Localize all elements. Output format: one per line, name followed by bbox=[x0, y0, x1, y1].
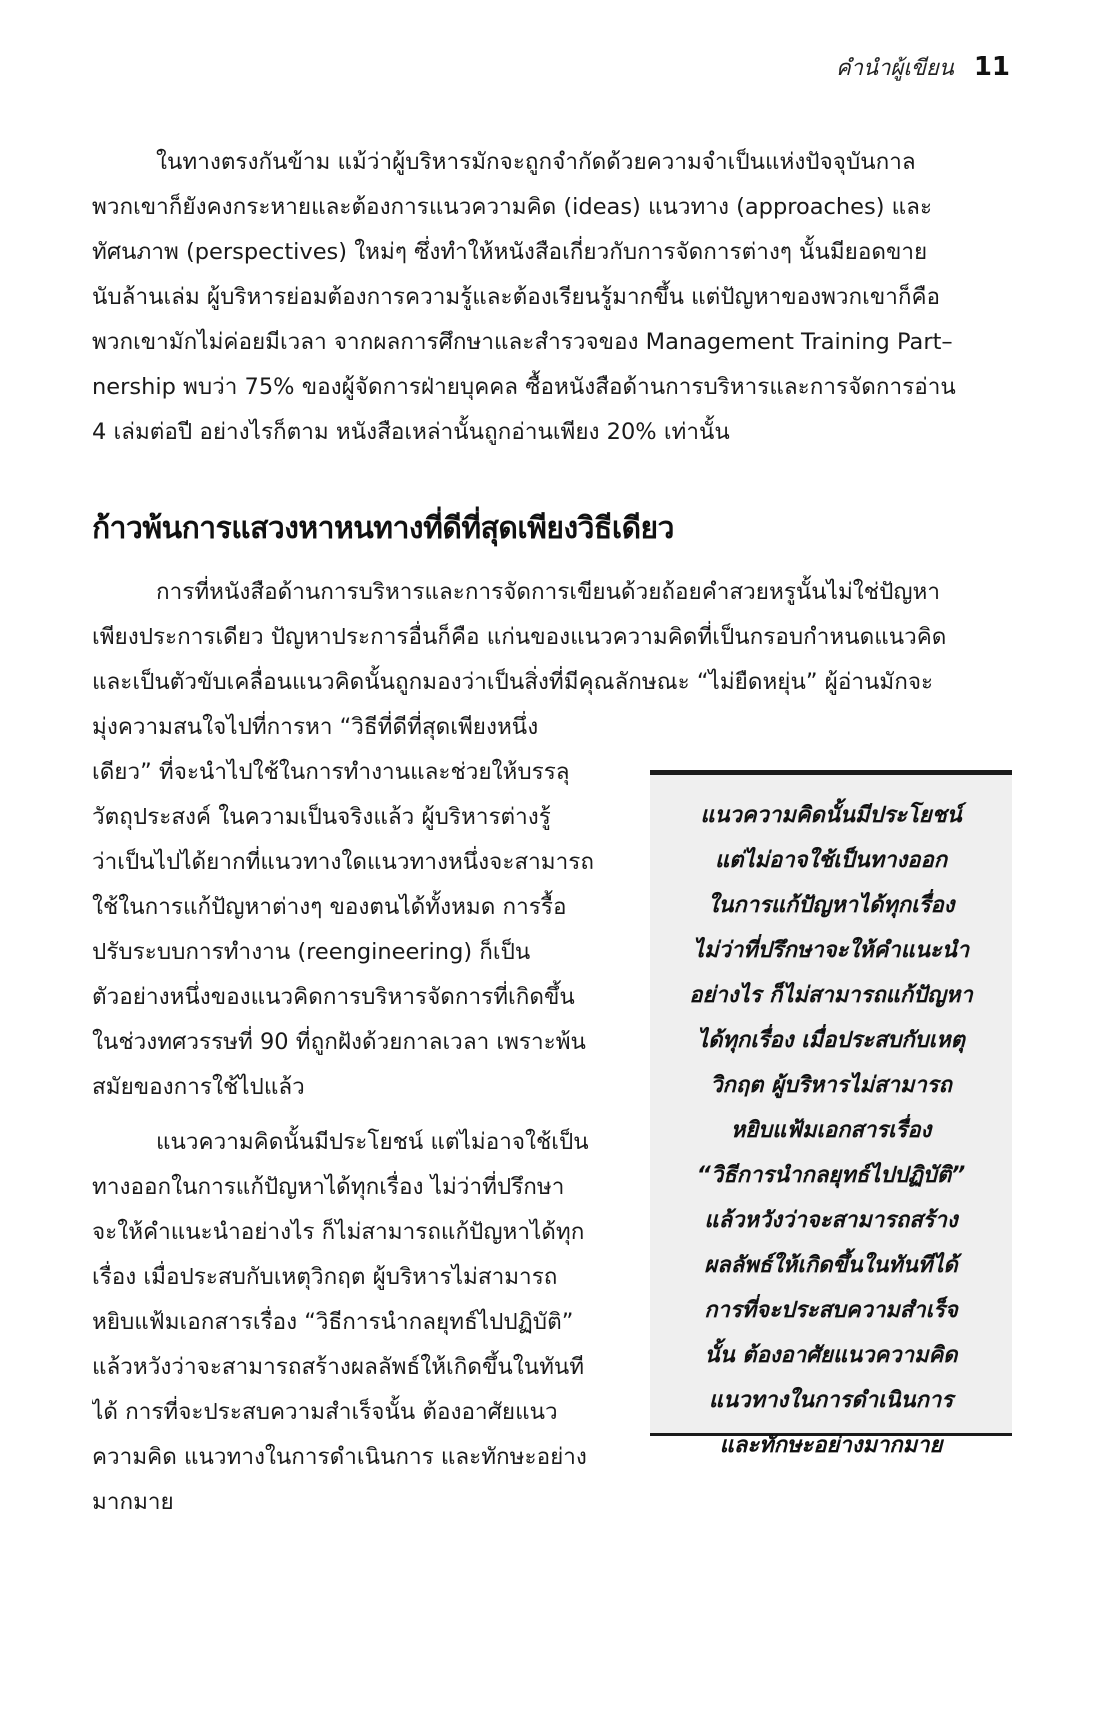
pull-quote-line: วิกฤต ผู้บริหารไม่สามารถ bbox=[710, 1073, 952, 1098]
pull-quote-box bbox=[650, 770, 1012, 1458]
section-paragraph-column bbox=[92, 705, 612, 1110]
pull-quote-line: แนวทางในการดำเนินการ bbox=[708, 1388, 954, 1413]
pull-quote-line: ไม่ว่าที่ปรึกษาจะให้คำแนะนำ bbox=[692, 938, 970, 963]
page-number: 11 bbox=[973, 52, 1010, 82]
intro-paragraph bbox=[92, 140, 1010, 455]
paragraph-line: ในช่วงทศวรรษที่ 90 ที่ถูกฝังด้วยกาลเวลา เพราะพ้น bbox=[92, 1029, 586, 1055]
paragraph-line: แล้วหวังว่าจะสามารถสร้างผลลัพธ์ให้เกิดขึ้นในทันที bbox=[92, 1354, 585, 1380]
pull-quote-line: แนวความคิดนั้นมีประโยชน์ bbox=[700, 803, 962, 828]
paragraph-line: ปรับระบบการทำงาน (reengineering) ก็เป็น bbox=[92, 939, 531, 965]
pull-quote-line: ในการแก้ปัญหาได้ทุกเรื่อง bbox=[707, 893, 955, 918]
paragraph-line: แนวความคิดนั้นมีประโยชน์ แต่ไม่อาจใช้เป็น bbox=[156, 1129, 589, 1155]
section-paragraph bbox=[92, 570, 1010, 705]
pull-quote-line: ได้ทุกเรื่อง เมื่อประสบกับเหตุ bbox=[697, 1028, 965, 1053]
paragraph-line: ทางออกในการแก้ปัญหาได้ทุกเรื่อง ไม่ว่าที่ปรึกษา bbox=[92, 1174, 565, 1200]
paragraph-line: nership พบว่า 75% ของผู้จัดการฝ่ายบุคคล ซื้อหนังสือด้านการบริหารและการจัดการอ่าน bbox=[92, 374, 956, 400]
paragraph-line: เรื่อง เมื่อประสบกับเหตุวิกฤต ผู้บริหารไม่สามารถ bbox=[92, 1264, 558, 1290]
paragraph-line: การที่หนังสือด้านการบริหารและการจัดการเขียนด้วยถ้อยคำสวยหรูนั้นไม่ใช่ปัญหา bbox=[156, 579, 940, 605]
pull-quote-line: แต่ไม่อาจใช้เป็นทางออก bbox=[714, 848, 948, 873]
paragraph-line: มุ่งความสนใจไปที่การหา “วิธีที่ดีที่สุดเพียงหนึ่ง bbox=[92, 714, 539, 740]
paragraph-line: และเป็นตัวขับเคลื่อนแนวคิดนั้นถูกมองว่าเป็นสิ่งที่มีคุณลักษณะ “ไม่ยืดหยุ่น” ผู้อ่านมักจะ bbox=[92, 669, 934, 695]
paragraph-line: ได้ การที่จะประสบความสำเร็จนั้น ต้องอาศัยแนว bbox=[92, 1399, 558, 1425]
pull-quote-line: “วิธีการนำกลยุทธ์ไปปฏิบัติ” bbox=[696, 1163, 966, 1188]
paragraph-line: เพียงประการเดียว ปัญหาประการอื่นก็คือ แก่นของแนวความคิดที่เป็นกรอบกำหนดแนวคิด bbox=[92, 624, 947, 650]
paragraph-line: เดียว” ที่จะนำไปใช้ในการทำงานและช่วยให้บรรลุ bbox=[92, 759, 570, 785]
paragraph-line: ในทางตรงกันข้าม แม้ว่าผู้บริหารมักจะถูกจำกัดด้วยความจำเป็นแห่งปัจจุบันกาล bbox=[156, 149, 916, 175]
paragraph-line: ความคิด แนวทางในการดำเนินการ และทักษะอย่าง bbox=[92, 1444, 587, 1470]
paragraph-line: 4 เล่มต่อปี อย่างไรก็ตาม หนังสือเหล่านั้นถูกอ่านเพียง 20% เท่านั้น bbox=[92, 419, 730, 445]
paragraph-line: นับล้านเล่ม ผู้บริหารย่อมต้องการความรู้และต้องเรียนรู้มากขึ้น แต่ปัญหาของพวกเขาก็คือ bbox=[92, 284, 941, 310]
paragraph-line: หยิบแฟ้มเอกสารเรื่อง “วิธีการนำกลยุทธ์ไปปฏิบัติ” bbox=[92, 1309, 574, 1335]
paragraph-line: ทัศนภาพ (perspectives) ใหม่ๆ ซึ่งทำให้หนังสือเกี่ยวกับการจัดการต่างๆ นั้นมียอดขาย bbox=[92, 239, 928, 265]
pull-quote-line: อย่างไร ก็ไม่สามารถแก้ปัญหา bbox=[689, 983, 973, 1008]
running-header bbox=[836, 50, 1010, 85]
paragraph-line: ว่าเป็นไปได้ยากที่แนวทางใดแนวทางหนึ่งจะสามารถ bbox=[92, 849, 594, 875]
paragraph-line: มากมาย bbox=[92, 1489, 174, 1515]
pull-quote-line: และทักษะอย่างมากมาย bbox=[719, 1433, 943, 1458]
paragraph-line: ตัวอย่างหนึ่งของแนวคิดการบริหารจัดการที่เกิดขึ้น bbox=[92, 984, 575, 1010]
paragraph-line: พวกเขามักไม่ค่อยมีเวลา จากผลการศึกษาและสำรวจของ Management Training Part– bbox=[92, 329, 953, 355]
section-heading: ก้าวพ้นการแสวงหาหนทางที่ดีที่สุดเพียงวิธีเดียว bbox=[92, 511, 674, 546]
paragraph-line: สมัยของการใช้ไปแล้ว bbox=[92, 1074, 305, 1100]
pull-quote-line: นั้น ต้องอาศัยแนวความคิด bbox=[704, 1343, 958, 1368]
running-title: คำนำผู้เขียน bbox=[835, 56, 954, 81]
final-paragraph bbox=[92, 1120, 612, 1525]
paragraph-line: ใช้ในการแก้ปัญหาต่างๆ ของตนได้ทั้งหมด การรื้อ bbox=[92, 894, 567, 920]
pull-quote-line: ผลลัพธ์ให้เกิดขึ้นในทันทีได้ bbox=[704, 1253, 958, 1278]
pull-quote-line: หยิบแฟ้มเอกสารเรื่อง bbox=[730, 1118, 932, 1143]
paragraph-line: จะให้คำแนะนำอย่างไร ก็ไม่สามารถแก้ปัญหาได้ทุก bbox=[92, 1219, 585, 1245]
paragraph-line: พวกเขาก็ยังคงกระหายและต้องการแนวความคิด (ideas) แนวทาง (approaches) และ bbox=[92, 194, 933, 220]
pull-quote-line: แล้วหวังว่าจะสามารถสร้าง bbox=[704, 1208, 958, 1233]
paragraph-line: วัตถุประสงค์ ในความเป็นจริงแล้ว ผู้บริหารต่างรู้ bbox=[92, 804, 551, 830]
pull-quote-line: การที่จะประสบความสำเร็จ bbox=[704, 1298, 958, 1323]
